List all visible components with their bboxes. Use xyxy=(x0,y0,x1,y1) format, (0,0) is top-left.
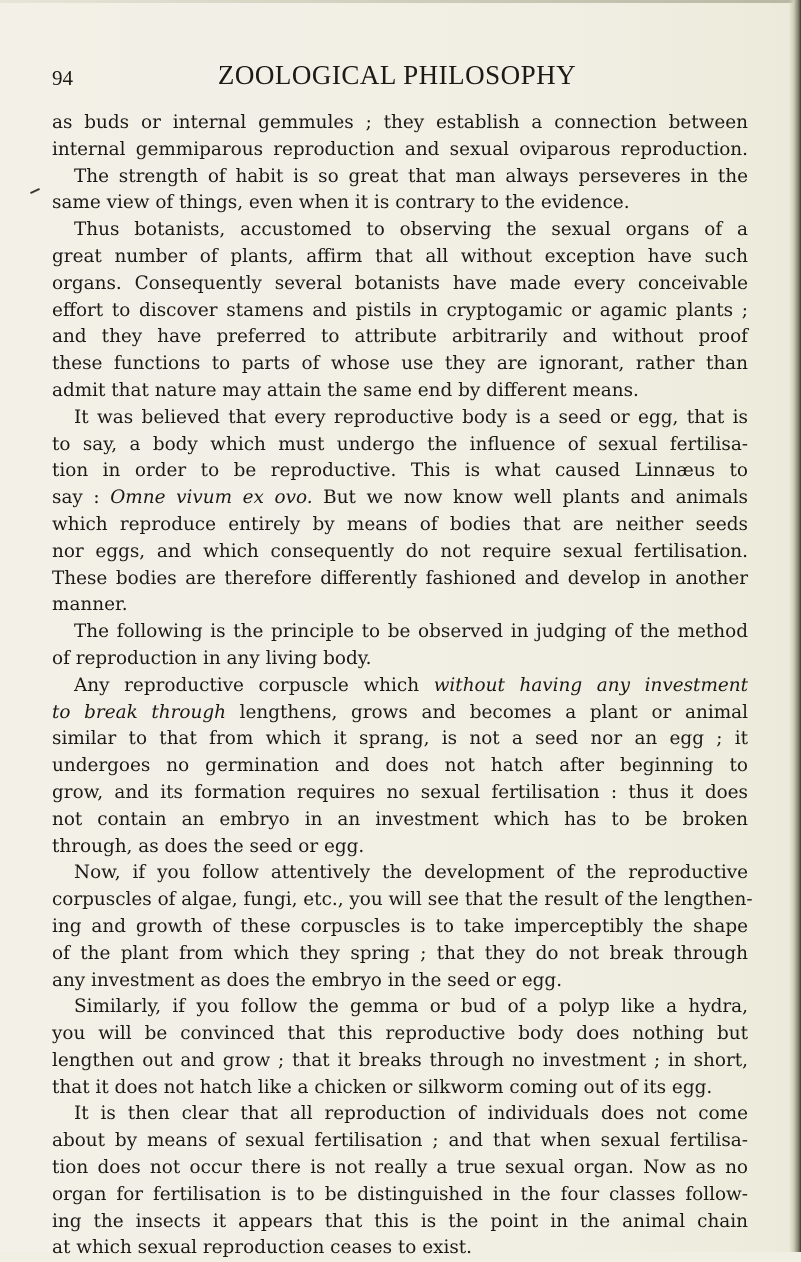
text-segment: ing the insects it appears that this is the point in the animal chain xyxy=(52,1210,748,1232)
text-segment: of the plant from which they spring ; that they do not break through xyxy=(52,942,748,964)
text-line xyxy=(52,700,748,727)
text-segment: lengthen out and grow ; that it breaks through no investment ; in short, xyxy=(52,1049,748,1071)
text-line xyxy=(52,619,748,646)
text-line xyxy=(52,378,748,405)
body-text xyxy=(52,110,753,1262)
text-segment: great number of plants, affirm that all without exception have such xyxy=(52,245,748,267)
text-line xyxy=(52,941,748,968)
text-line xyxy=(52,1182,748,1209)
text-line xyxy=(52,1101,748,1128)
text-segment: to say, a body which must undergo the influence of sexual fertilisa- xyxy=(52,433,748,455)
text-line xyxy=(52,834,748,861)
text-segment: about by means of sexual fertilisation ; and that when sexual fertilisa- xyxy=(52,1130,748,1152)
text-segment: similar to that from which it sprang, is not a seed nor an egg ; it xyxy=(52,728,748,750)
text-segment: Now, if you follow attentively the development of the reproductive xyxy=(74,862,748,884)
text-segment: not contain an embryo in an investment which has to be broken xyxy=(52,808,748,830)
text-line xyxy=(52,298,748,325)
text-line xyxy=(52,137,748,164)
text-line xyxy=(52,780,748,807)
text-segment: through, as does the seed or egg. xyxy=(52,835,365,857)
italic-text: to break through xyxy=(52,701,226,723)
text-line xyxy=(52,271,748,298)
page-binding-shadow xyxy=(789,0,801,1252)
text-segment: nor eggs, and which consequently do not require sexual fertilisation. xyxy=(52,540,748,562)
text-segment: of reproduction in any living body. xyxy=(52,647,372,669)
text-segment: It was believed that every reproductive body is a seed or egg, that is xyxy=(74,406,748,428)
italic-text: without having any investment xyxy=(433,674,749,696)
text-segment: It is then clear that all reproduction of individuals does not come xyxy=(74,1103,748,1125)
text-segment: internal gemmiparous reproduction and sexual oviparous reproduction. xyxy=(52,138,748,160)
text-line xyxy=(52,164,748,191)
text-line xyxy=(52,324,748,351)
text-segment: which reproduce entirely by means of bodies that are neither seeds xyxy=(52,513,748,535)
text-segment: Any reproductive corpuscle which xyxy=(74,674,434,696)
italic-text: Omne vivum ex ovo. xyxy=(110,487,313,509)
text-segment: Thus botanists, accustomed to observing the sexual organs of a xyxy=(74,219,748,241)
text-segment: grow, and its formation requires no sexual fertilisation : thus it does xyxy=(52,781,748,803)
text-line xyxy=(52,1235,748,1262)
text-segment: admit that nature may attain the same end by different means. xyxy=(52,379,639,401)
text-line xyxy=(52,1155,748,1182)
text-line xyxy=(52,432,748,459)
text-line xyxy=(52,994,748,1021)
text-segment: The strength of habit is so great that man always perseveres in the xyxy=(74,165,748,187)
text-segment: same view of things, even when it is contrary to the evidence. xyxy=(52,192,630,214)
text-line xyxy=(52,673,748,700)
text-line xyxy=(52,646,748,673)
text-line xyxy=(52,244,748,271)
text-line xyxy=(52,807,748,834)
text-line xyxy=(52,405,748,432)
text-segment: ing and growth of these corpuscles is to take imperceptibly the shape xyxy=(52,915,748,937)
text-line xyxy=(52,1048,748,1075)
text-segment: These bodies are therefore differently fashioned and develop in another xyxy=(52,567,748,589)
text-line xyxy=(52,726,748,753)
text-segment: any investment as does the embryo in the seed or egg. xyxy=(52,969,563,991)
text-segment: lengthens, grows and becomes a plant or animal xyxy=(225,701,748,723)
text-segment: But we now know well plants and animals xyxy=(312,487,748,509)
text-line xyxy=(52,592,748,619)
margin-pencil-mark xyxy=(30,188,40,194)
text-line xyxy=(52,1209,748,1236)
text-line xyxy=(52,351,748,378)
text-line xyxy=(52,968,748,995)
text-segment: as buds or internal gemmules ; they establish a connection between xyxy=(52,112,748,133)
text-segment: tion in order to be reproductive. This is what caused Linnæus to xyxy=(52,460,748,482)
text-line xyxy=(52,458,748,485)
text-line xyxy=(52,566,748,593)
text-segment: Similarly, if you follow the gemma or bud of a polyp like a hydra, xyxy=(74,996,748,1018)
page-header xyxy=(52,60,742,100)
page-number: 94 xyxy=(52,66,73,90)
text-segment: tion does not occur there is not really a true sexual organ. Now as no xyxy=(52,1157,748,1179)
text-line xyxy=(52,887,753,914)
text-segment: say : xyxy=(52,487,111,509)
text-segment: effort to discover stamens and pistils in cryptogamic or agamic plants ; xyxy=(52,299,748,321)
text-line xyxy=(52,110,748,137)
text-segment: and they have preferred to attribute arbitrarily and without proof xyxy=(52,326,748,348)
text-segment: The following is the principle to be observed in judging of the method xyxy=(74,621,748,643)
page-top-edge xyxy=(0,0,801,3)
text-line xyxy=(52,1021,748,1048)
text-segment: organ for fertilisation is to be distinguished in the four classes follow- xyxy=(52,1183,748,1205)
text-line xyxy=(52,485,748,512)
text-segment: you will be convinced that this reproductive body does nothing but xyxy=(52,1023,748,1045)
text-line xyxy=(52,190,748,217)
text-line xyxy=(52,753,748,780)
text-segment: corpuscles of algae, fungi, etc., you will see that the result of the lengthen- xyxy=(52,889,753,911)
text-segment: that it does not hatch like a chicken or silkworm coming out of its egg. xyxy=(52,1076,713,1098)
text-segment: manner. xyxy=(52,594,128,616)
text-line xyxy=(52,539,748,566)
text-line xyxy=(52,512,748,539)
text-segment: organs. Consequently several botanists have made every conceivable xyxy=(52,272,748,294)
text-line xyxy=(52,860,748,887)
text-segment: at which sexual reproduction ceases to exist. xyxy=(52,1237,473,1259)
text-line xyxy=(52,914,748,941)
text-line xyxy=(52,217,748,244)
running-head: ZOOLOGICAL PHILOSOPHY xyxy=(217,60,577,90)
text-segment: these functions to parts of whose use they are ignorant, rather than xyxy=(52,353,748,375)
text-segment: undergoes no germination and does not hatch after beginning to xyxy=(52,755,748,777)
text-line xyxy=(52,1075,748,1102)
text-line xyxy=(52,1128,748,1155)
